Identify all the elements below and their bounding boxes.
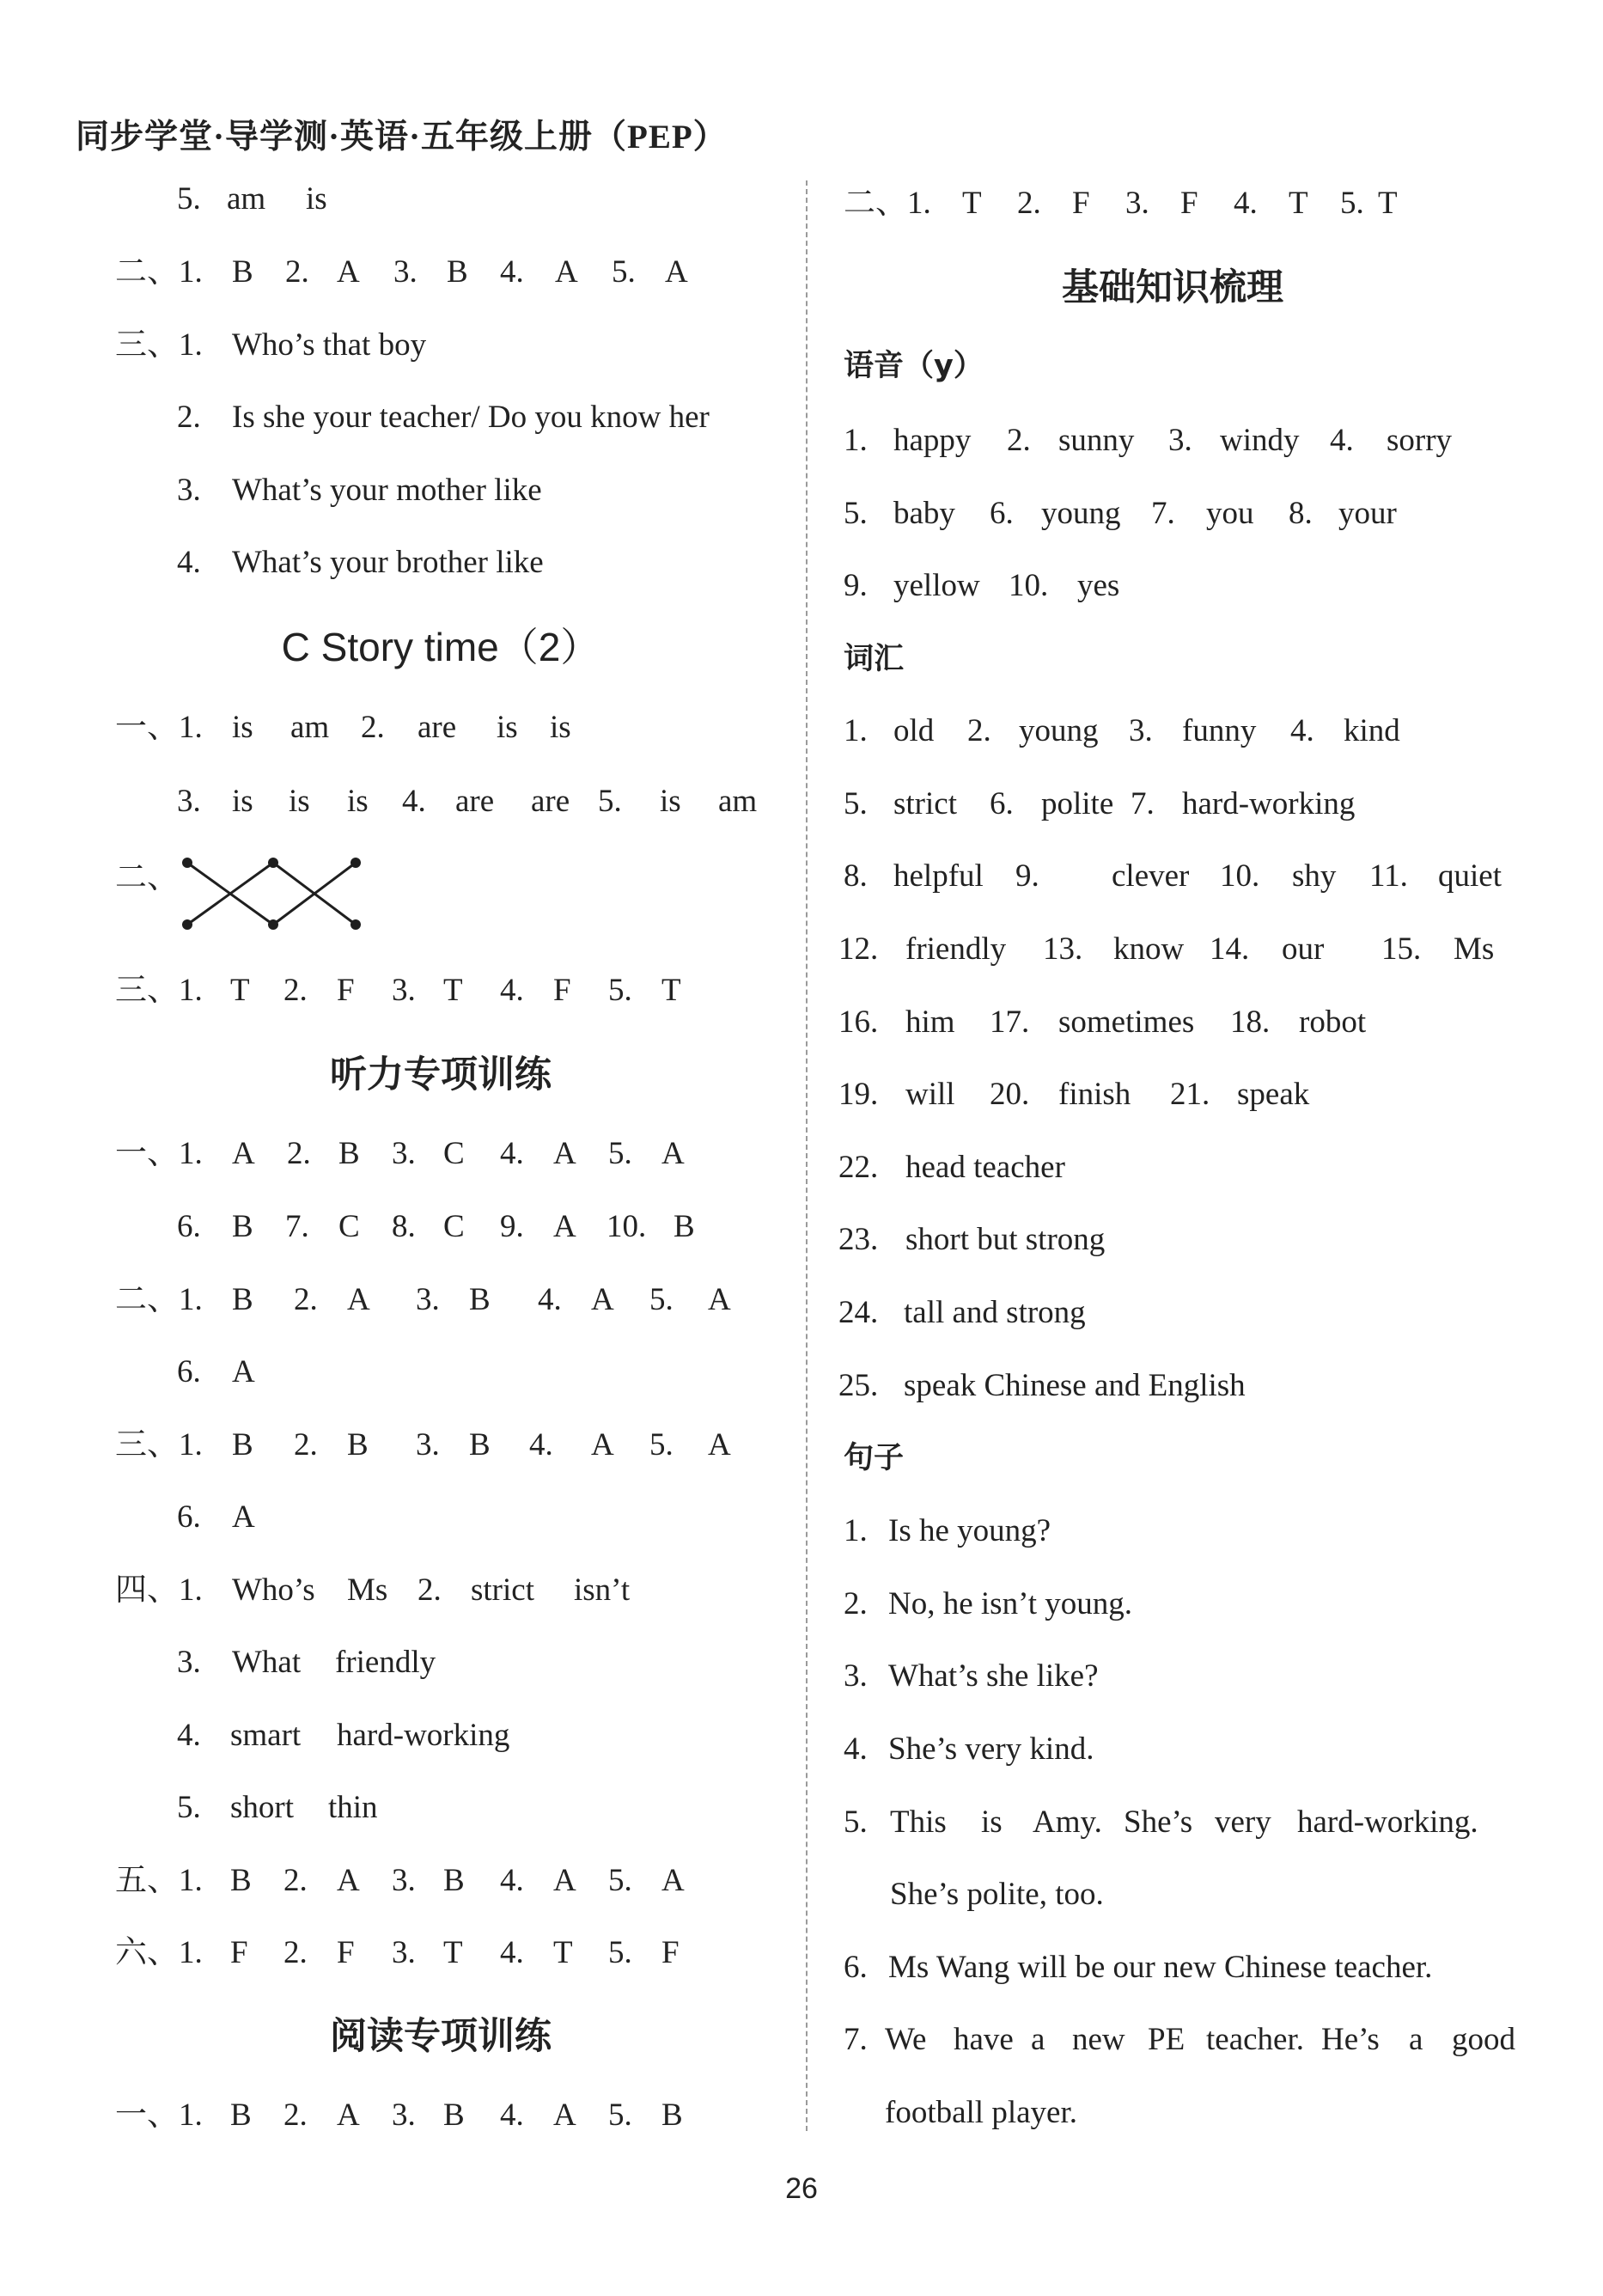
answer-token: Is he young?	[888, 1513, 1051, 1548]
answer-token: 2.	[1007, 423, 1031, 458]
answer-token: hard-working	[1182, 786, 1356, 821]
answer-token: speak	[1237, 1077, 1310, 1112]
answer-token: A	[708, 1282, 731, 1317]
answer-token: F	[661, 1935, 680, 1970]
answer-token: our	[1282, 931, 1325, 967]
subsection-label-sentences: 句子	[844, 1441, 905, 1475]
answer-token: 2.	[283, 1863, 308, 1898]
answer-token: 3.	[416, 1282, 440, 1317]
answer-token: short	[230, 1790, 294, 1825]
section-title-reading: 阅读专项训练	[330, 2015, 552, 2058]
answer-token: B	[230, 2098, 252, 2133]
answer-token: Ms	[1454, 931, 1495, 967]
answer-token: 2.	[294, 1282, 318, 1317]
answer-token: 5.	[608, 973, 632, 1008]
answer-token: B	[674, 1209, 695, 1244]
item-number: 二、1.	[844, 186, 931, 221]
item-number: 3.	[177, 784, 201, 819]
answer-token: 6.	[990, 496, 1014, 531]
answer-token: are	[531, 784, 570, 819]
answer-token: 5.	[1340, 186, 1364, 221]
answer-token: 5.	[608, 1935, 632, 1970]
answer-token: him	[905, 1004, 955, 1040]
answer-token: funny	[1182, 713, 1257, 748]
answer-token: A	[591, 1282, 614, 1317]
answer-token: What	[232, 1645, 302, 1680]
item-number: 23.	[838, 1222, 879, 1257]
answer-token: 5.	[649, 1427, 674, 1462]
answer-token: C	[443, 1209, 465, 1244]
answer-token: 3.	[392, 1935, 416, 1970]
item-number: 5.	[177, 1790, 201, 1825]
item-number: 9.	[844, 568, 868, 603]
answer-token: you	[1206, 496, 1254, 531]
answer-token: A	[337, 254, 360, 290]
section-title-story-time: C Story time（2）	[281, 625, 600, 669]
answer-token: 2.	[361, 710, 385, 745]
answer-token: 5.	[598, 784, 622, 819]
answer-token: are	[455, 784, 495, 819]
answer-token: B	[232, 1427, 253, 1462]
answer-token: 3.	[1125, 186, 1149, 221]
answer-token: am	[718, 784, 758, 819]
answer-token: your	[1338, 496, 1397, 531]
item-number: 四、1.	[115, 1572, 203, 1608]
answer-token: She’s very kind.	[888, 1731, 1094, 1767]
answer-token: is	[660, 784, 681, 819]
item-number: 五、1.	[115, 1863, 203, 1898]
item-number: 二、1.	[115, 1282, 203, 1317]
page-number: 26	[785, 2172, 818, 2205]
page-header: 同步学堂·导学测·英语·五年级上册（PEP）	[76, 119, 728, 156]
item-number: 12.	[838, 931, 879, 967]
answer-token: B	[347, 1427, 369, 1462]
answer-token: 7.	[285, 1209, 309, 1244]
answer-token: hard-working.	[1297, 1804, 1478, 1840]
answer-token: Ms Wang will be our new Chinese teacher.	[888, 1950, 1433, 1985]
answer-token: 20.	[990, 1077, 1030, 1112]
item-number: 5.	[177, 181, 201, 217]
column-divider	[806, 180, 808, 2131]
answer-token: robot	[1299, 1004, 1367, 1040]
answer-token: 3.	[392, 1136, 416, 1171]
item-number: 三、1.	[115, 327, 203, 363]
item-number: 二、1.	[115, 254, 203, 290]
answer-token: 10.	[606, 1209, 647, 1244]
answer-token: strict	[893, 786, 957, 821]
answer-token: sometimes	[1058, 1004, 1195, 1040]
answer-token: Amy.	[1033, 1804, 1102, 1840]
answer-token: C	[443, 1136, 465, 1171]
answer-token: Who’s	[232, 1572, 315, 1608]
answer-token: isn’t	[574, 1572, 631, 1608]
answer-token: friendly	[335, 1645, 436, 1680]
answer-token: 5.	[649, 1282, 674, 1317]
match-dot	[182, 919, 192, 930]
answer-token: 8.	[1289, 496, 1313, 531]
matching-lines-figure	[177, 852, 366, 938]
item-number: 25.	[838, 1368, 879, 1403]
answer-token: 4.	[500, 973, 524, 1008]
answer-token: 3.	[1129, 713, 1153, 748]
answer-token: young	[1041, 496, 1121, 531]
answer-token: B	[443, 1863, 465, 1898]
answer-token: 3.	[393, 254, 418, 290]
answer-token: 4.	[500, 254, 524, 290]
answer-token: Is she your teacher/ Do you know her	[232, 400, 710, 435]
answer-token: A	[708, 1427, 731, 1462]
answer-token: Ms	[347, 1572, 388, 1608]
answer-token: B	[232, 1209, 253, 1244]
item-number: 5.	[844, 1804, 868, 1840]
answer-token: 3.	[392, 2098, 416, 2133]
answer-token: am	[290, 710, 330, 745]
answer-token: 2.	[1017, 186, 1041, 221]
answer-token: is	[981, 1804, 1003, 1840]
answer-token: 9.	[1015, 858, 1039, 894]
item-number: 6.	[177, 1354, 201, 1389]
answer-token: B	[661, 2098, 683, 2133]
answer-token: B	[232, 254, 253, 290]
answer-token: is	[497, 710, 518, 745]
answer-token: 8.	[392, 1209, 416, 1244]
match-dot	[182, 858, 192, 868]
item-number: 16.	[838, 1004, 879, 1040]
item-number: 5.	[844, 786, 868, 821]
answer-token: head teacher	[905, 1150, 1065, 1185]
answer-token: are	[418, 710, 457, 745]
answer-token: B	[230, 1863, 252, 1898]
answer-token: a	[1031, 2022, 1045, 2057]
answer-token: F	[1072, 186, 1090, 221]
item-number: 4.	[177, 545, 201, 580]
answer-token: 4.	[1290, 713, 1314, 748]
answer-token: A	[553, 1209, 576, 1244]
item-number: She’s polite, too.	[890, 1877, 1104, 1912]
answer-token: tall and strong	[904, 1295, 1086, 1330]
answer-token: windy	[1220, 423, 1300, 458]
answer-token: T	[1289, 186, 1308, 221]
answer-token: A	[553, 1136, 576, 1171]
answer-token: 11.	[1369, 858, 1408, 894]
answer-token: 13.	[1043, 931, 1083, 967]
answer-token: 2.	[967, 713, 991, 748]
item-number: 三、1.	[115, 1427, 203, 1462]
answer-token: 4.	[1234, 186, 1258, 221]
item-number: 6.	[844, 1950, 868, 1985]
answer-token: A	[555, 254, 578, 290]
answer-token: T	[962, 186, 982, 221]
answer-token: F	[1180, 186, 1198, 221]
answer-token: 17.	[990, 1004, 1030, 1040]
item-number: 2.	[844, 1586, 868, 1621]
match-dot	[268, 919, 278, 930]
answer-token: new	[1072, 2022, 1125, 2057]
answer-token: 21.	[1170, 1077, 1210, 1112]
item-number: 6.	[177, 1209, 201, 1244]
answer-token: A	[665, 254, 688, 290]
answer-token: shy	[1292, 858, 1337, 894]
answer-token: happy	[893, 423, 972, 458]
answer-token: F	[553, 973, 571, 1008]
answer-token: 5.	[608, 1863, 632, 1898]
answer-token: 15.	[1381, 931, 1422, 967]
answer-token: T	[230, 973, 250, 1008]
match-dot	[350, 858, 361, 868]
answer-token: helpful	[893, 858, 984, 894]
answer-token: 10.	[1220, 858, 1260, 894]
answer-token: sunny	[1058, 423, 1135, 458]
item-number: 一、1.	[115, 2098, 203, 2133]
answer-token: 2.	[294, 1427, 318, 1462]
answer-token: T	[553, 1935, 573, 1970]
subsection-label-phonics: 语音（y）	[844, 349, 984, 383]
answer-token: yellow	[893, 568, 980, 603]
answer-token: A	[337, 1863, 360, 1898]
answer-token: is	[347, 784, 369, 819]
answer-token: 7.	[1131, 786, 1155, 821]
item-number: football player.	[885, 2095, 1077, 2130]
item-number: 5.	[844, 496, 868, 531]
answer-token: A	[232, 1354, 255, 1389]
answer-token: yes	[1077, 568, 1120, 603]
answer-token: 3.	[392, 1863, 416, 1898]
answer-token: good	[1452, 2022, 1515, 2057]
answer-token: 2.	[287, 1136, 311, 1171]
answer-token: 5.	[608, 1136, 632, 1171]
match-dot	[350, 919, 361, 930]
answer-token: A	[337, 2098, 360, 2133]
answer-token: young	[1019, 713, 1099, 748]
answer-token: polite	[1041, 786, 1114, 821]
answer-token: A	[553, 2098, 576, 2133]
answer-token: B	[469, 1282, 491, 1317]
answer-token: 2.	[283, 2098, 308, 2133]
answer-token: No, he isn’t young.	[888, 1586, 1133, 1621]
answer-token: F	[230, 1935, 248, 1970]
answer-token: She’s	[1124, 1804, 1193, 1840]
item-number: 8.	[844, 858, 868, 894]
answer-token: He’s	[1321, 2022, 1380, 2057]
section-title-basics: 基础知识梳理	[1062, 266, 1283, 309]
answer-token: B	[338, 1136, 360, 1171]
answer-token: 3.	[1168, 423, 1192, 458]
answer-token: What’s your brother like	[232, 545, 544, 580]
answer-token: 4.	[500, 1136, 524, 1171]
matching-exercise-label: 二、	[115, 860, 179, 895]
answer-token: clever	[1112, 858, 1190, 894]
answer-token: F	[337, 1935, 355, 1970]
answer-token: We	[885, 2022, 927, 2057]
answer-token: 4.	[538, 1282, 562, 1317]
answer-token: B	[469, 1427, 491, 1462]
answer-token: A	[591, 1427, 614, 1462]
answer-token: 9.	[500, 1209, 524, 1244]
item-number: 4.	[844, 1731, 868, 1767]
subsection-label-vocabulary: 词汇	[844, 642, 905, 676]
answer-token: friendly	[905, 931, 1007, 967]
item-number: 一、1.	[115, 710, 203, 745]
answer-token: 4.	[402, 784, 426, 819]
item-number: 1.	[844, 713, 868, 748]
answer-token: A	[553, 1863, 576, 1898]
answer-token: 2.	[283, 973, 308, 1008]
answer-token: 14.	[1210, 931, 1250, 967]
answer-token: F	[337, 973, 355, 1008]
answer-token: speak Chinese and English	[904, 1368, 1246, 1403]
answer-token: short but strong	[905, 1222, 1106, 1257]
item-number: 4.	[177, 1718, 201, 1753]
answer-token: A	[232, 1499, 255, 1535]
answer-token: 3.	[392, 973, 416, 1008]
answer-token: This	[890, 1804, 947, 1840]
item-number: 24.	[838, 1295, 879, 1330]
answer-token: is	[232, 784, 253, 819]
answer-token: will	[905, 1077, 955, 1112]
answer-token: A	[347, 1282, 370, 1317]
answer-token: PE	[1148, 2022, 1185, 2057]
answer-token: 4.	[529, 1427, 553, 1462]
answer-token: quiet	[1438, 858, 1502, 894]
answer-token: B	[232, 1282, 253, 1317]
answer-token: teacher.	[1206, 2022, 1304, 2057]
answer-token: thin	[328, 1790, 378, 1825]
answer-token: old	[893, 713, 935, 748]
answer-token: 10.	[1009, 568, 1049, 603]
item-number: 7.	[844, 2022, 868, 2057]
answer-token: is	[289, 784, 310, 819]
answer-token: baby	[893, 496, 955, 531]
answer-token: A	[661, 1863, 685, 1898]
answer-token: T	[443, 1935, 463, 1970]
answer-token: B	[443, 2098, 465, 2133]
answer-token: What’s she like?	[888, 1658, 1099, 1694]
answer-token: 5.	[608, 2098, 632, 2133]
answer-token: What’s your mother like	[232, 473, 542, 508]
answer-token: A	[661, 1136, 685, 1171]
answer-token: smart	[230, 1718, 302, 1753]
answer-token: strict	[471, 1572, 534, 1608]
match-dot	[268, 858, 278, 868]
item-number: 1.	[844, 1513, 868, 1548]
item-number: 1.	[844, 423, 868, 458]
answer-token: 2.	[418, 1572, 442, 1608]
answer-token: is	[306, 181, 327, 217]
answer-token: 2.	[285, 254, 309, 290]
answer-token: am	[227, 181, 266, 217]
item-number: 3.	[177, 1645, 201, 1680]
item-number: 六、1.	[115, 1935, 203, 1970]
answer-token: C	[338, 1209, 360, 1244]
item-number: 22.	[838, 1150, 879, 1185]
answer-token: 5.	[612, 254, 636, 290]
answer-token: 4.	[500, 1863, 524, 1898]
answer-token: T	[1378, 186, 1398, 221]
answer-token: 7.	[1151, 496, 1175, 531]
answer-token: hard-working	[337, 1718, 510, 1753]
answer-token: is	[232, 710, 253, 745]
answer-token: finish	[1058, 1077, 1131, 1112]
answer-token: very	[1215, 1804, 1271, 1840]
answer-token: 3.	[416, 1427, 440, 1462]
answer-token: have	[954, 2022, 1014, 2057]
item-number: 2.	[177, 400, 201, 435]
answer-token: 18.	[1230, 1004, 1271, 1040]
answer-token: Who’s that boy	[232, 327, 427, 363]
answer-token: know	[1113, 931, 1185, 967]
answer-token: 4.	[1330, 423, 1354, 458]
section-title-listening: 听力专项训练	[330, 1053, 552, 1096]
item-number: 6.	[177, 1499, 201, 1535]
answer-token: 2.	[283, 1935, 308, 1970]
answer-token: B	[447, 254, 468, 290]
answer-token: T	[443, 973, 463, 1008]
answer-token: kind	[1344, 713, 1400, 748]
item-number: 三、1.	[115, 973, 203, 1008]
item-number: 19.	[838, 1077, 879, 1112]
answer-token: a	[1409, 2022, 1423, 2057]
answer-token: T	[661, 973, 681, 1008]
answer-token: 6.	[990, 786, 1014, 821]
answer-token: 4.	[500, 2098, 524, 2133]
answer-token: sorry	[1387, 423, 1453, 458]
answer-token: A	[232, 1136, 255, 1171]
item-number: 一、1.	[115, 1136, 203, 1171]
item-number: 3.	[844, 1658, 868, 1694]
answer-token: 4.	[500, 1935, 524, 1970]
answer-token: is	[550, 710, 571, 745]
item-number: 3.	[177, 473, 201, 508]
